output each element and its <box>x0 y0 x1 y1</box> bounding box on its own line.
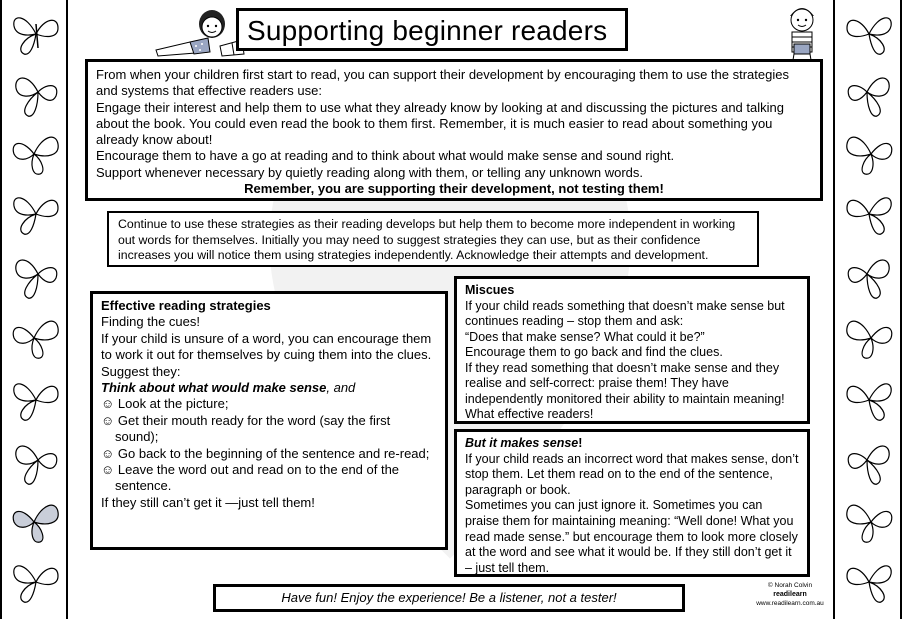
butterfly-icon <box>841 312 897 364</box>
left-butterfly-border <box>0 0 68 619</box>
effective-line: If your child is unsure of a word, you can encourage them to work it out for themselves by cuing them into the clues. <box>101 330 432 363</box>
butterfly-icon <box>841 128 897 180</box>
miscues-heading: Miscues <box>465 283 515 297</box>
makes-sense-box <box>454 429 810 577</box>
right-butterfly-border <box>833 0 902 619</box>
credit-logo: readilearn <box>773 591 807 598</box>
intro-box <box>85 59 823 201</box>
continue-text: Continue to use these strategies as their reading develops but help them to become more independent in working out words for themselves. Initially you may need to suggest strategies they can use, but as their confidence increases you will notice them using strategies independently. Acknowledge their attempts and development. <box>118 217 736 262</box>
butterfly-icon <box>841 68 897 120</box>
effective-line: Suggest they: <box>101 363 181 379</box>
butterfly-icon <box>8 128 64 180</box>
butterfly-icon <box>8 250 64 302</box>
effective-heading: Effective reading strategies <box>101 298 271 313</box>
butterfly-icon <box>841 436 897 488</box>
effective-line: Finding the cues! <box>101 314 201 330</box>
makes-sense-paragraph: If your child reads an incorrect word that makes sense, don’t stop them. Let them read on to the end of the sentence, paragraph or book. <box>465 451 799 497</box>
intro-paragraph: From when your children first start to read, you can support their development by encouraging them to use the strategies and systems that effective readers use: <box>96 67 789 99</box>
miscues-paragraph: If they read something that doesn’t make sense and they realise and self-correct: praise them! They have independently monitored their ability to maintain meaning! What effective readers! <box>465 360 785 421</box>
credit-url: www.readilearn.com.au <box>756 600 824 607</box>
effective-strategies-box <box>90 291 448 550</box>
butterfly-icon <box>8 188 64 240</box>
butterfly-icon <box>8 496 64 548</box>
butterfly-icon <box>8 68 64 120</box>
page-title: Supporting beginner readers <box>247 15 608 46</box>
strategy-item: ☺ Look at the picture; <box>101 396 229 412</box>
butterfly-icon <box>8 374 64 426</box>
footer-text: Have fun! Enjoy the experience! Be a listener, not a tester! <box>281 590 617 605</box>
butterfly-icon <box>8 556 64 608</box>
continue-box <box>107 211 759 267</box>
miscues-paragraph: Encourage them to go back and find the clues. <box>465 345 723 359</box>
intro-paragraph: Encourage them to have a go at reading and to think about what would make sense and sound right. <box>96 148 675 164</box>
makes-sense-mark: ! <box>578 436 583 450</box>
intro-paragraph: Engage their interest and help them to use what they already know by looking at and discussing the pictures and talking about the book. You could even read the book to them first. Remember, it is much easier to read about something you already know about! <box>96 99 784 148</box>
butterfly-icon <box>841 496 897 548</box>
butterfly-icon <box>841 8 897 60</box>
think-bold: Think about what would make sense <box>101 380 327 396</box>
intro-emphasis: Remember, you are supporting their development, not testing them! <box>244 181 664 197</box>
butterfly-icon <box>841 250 897 302</box>
credit <box>748 582 832 608</box>
butterfly-icon <box>841 188 897 240</box>
intro-paragraph: Support whenever necessary by quietly reading along with them, or telling any unknown words. <box>96 164 644 180</box>
butterfly-icon <box>8 436 64 488</box>
footer-box <box>213 584 685 612</box>
butterfly-icon <box>8 312 64 364</box>
effective-closing: If they still can’t get it —just tell them! <box>101 494 315 510</box>
strategy-item: ☺ Leave the word out and read on to the end of the sentence. <box>101 462 400 494</box>
butterfly-icon <box>841 556 897 608</box>
miscues-paragraph: If your child reads something that doesn’t make sense but continues reading – stop them and ask: <box>465 298 785 328</box>
title-box <box>236 8 628 51</box>
miscues-paragraph: “Does that make sense? What could it be?” <box>465 329 705 344</box>
think-rest: , and <box>326 380 356 396</box>
miscues-box <box>454 276 810 424</box>
strategy-item: ☺ Get their mouth ready for the word (say the first sound); <box>101 412 391 445</box>
makes-sense-paragraph: Sometimes you can just ignore it. Sometimes you can praise them for maintaining meaning: “Well done! What you read made sense.” but encourage them to look more closely at the word and see what it would be. If they still don’t get it – just tell them. <box>465 498 798 575</box>
strategy-item: ☺ Go back to the beginning of the sentence and re-read; <box>101 445 430 461</box>
credit-author: © Norah Colvin <box>767 582 813 589</box>
think-line <box>101 380 437 396</box>
makes-sense-heading-line <box>465 436 799 452</box>
butterfly-icon <box>841 374 897 426</box>
makes-sense-heading: But it makes sense <box>465 436 579 450</box>
girl-reading-illustration <box>150 2 246 58</box>
butterfly-icon <box>8 8 64 60</box>
